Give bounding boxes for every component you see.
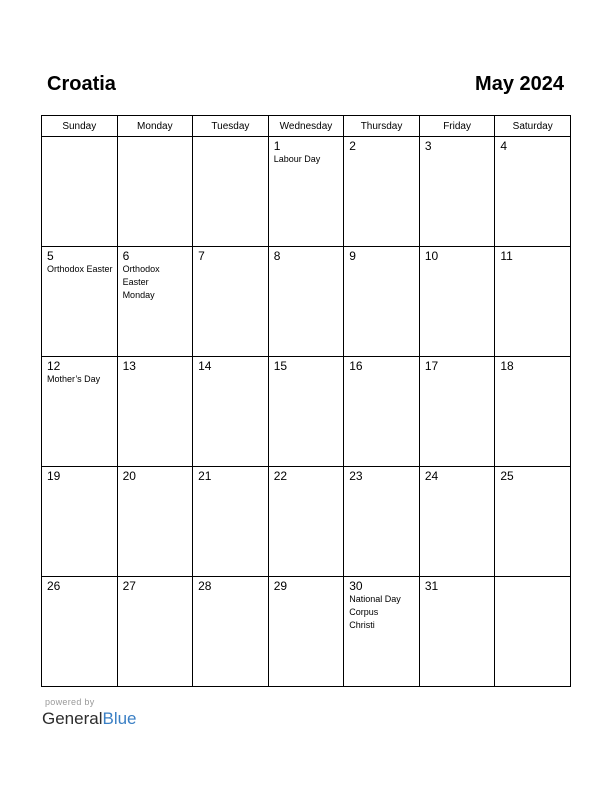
day-number: 27 [122, 579, 136, 593]
day-cell [193, 577, 269, 687]
day-number: 23 [349, 469, 363, 483]
day-number: 31 [424, 579, 439, 593]
day-cell [117, 247, 193, 357]
day-cell [268, 357, 344, 467]
day-number: 17 [424, 359, 439, 373]
day-cell [419, 357, 495, 467]
day-number: 25 [500, 469, 514, 483]
day-cell [419, 137, 495, 247]
footer-branding [42, 697, 137, 729]
day-number: 10 [424, 249, 439, 263]
weekday-header-saturday: Saturday [495, 116, 571, 137]
holiday-label: National Day Corpus Christi [349, 594, 401, 630]
holiday-label: Mother’s Day [47, 374, 101, 384]
day-number: 14 [198, 359, 212, 373]
day-cell [419, 247, 495, 357]
day-number: 29 [273, 579, 288, 593]
day-cell [419, 577, 495, 687]
day-number: 8 [273, 249, 281, 263]
brand-name-part2: Blue [102, 709, 137, 728]
day-number: 4 [500, 139, 508, 153]
day-cell [42, 467, 118, 577]
day-cell [268, 577, 344, 687]
holiday-label: Orthodox Easter Monday [122, 264, 160, 300]
day-cell [268, 467, 344, 577]
day-number: 16 [349, 359, 363, 373]
day-cell [42, 247, 118, 357]
day-cell [344, 467, 420, 577]
day-cell [344, 577, 420, 687]
day-cell [268, 247, 344, 357]
day-number: 5 [47, 249, 54, 263]
day-number: 22 [273, 469, 288, 483]
brand-name-part1: General [42, 709, 103, 728]
brand-logo[interactable] [42, 709, 137, 729]
holiday-label: Orthodox Easter [47, 264, 113, 274]
day-cell [344, 247, 420, 357]
holiday-label: Labour Day [273, 154, 321, 164]
day-cell [42, 577, 118, 687]
day-number: 21 [198, 469, 212, 483]
day-cell [42, 357, 118, 467]
day-number: 26 [47, 579, 61, 593]
weekday-header-friday: Friday [419, 116, 495, 137]
day-number: 3 [424, 139, 432, 153]
country-title: Croatia [47, 73, 116, 95]
day-number: 7 [198, 249, 205, 263]
weekday-header-monday: Monday [117, 116, 193, 137]
day-cell [495, 247, 571, 357]
weekday-header-tuesday: Tuesday [193, 116, 269, 137]
day-cell [193, 357, 269, 467]
week-row [42, 247, 571, 357]
day-cell [495, 357, 571, 467]
day-number: 9 [349, 249, 356, 263]
day-cell [117, 357, 193, 467]
day-cell [42, 137, 118, 247]
day-cell [193, 467, 269, 577]
day-number: 6 [122, 249, 130, 263]
day-cell [117, 137, 193, 247]
day-cell [495, 137, 571, 247]
day-cell [193, 137, 269, 247]
day-number: 28 [198, 579, 212, 593]
week-row [42, 577, 571, 687]
weekday-header-row [42, 116, 571, 137]
day-number: 15 [273, 359, 288, 373]
day-cell [495, 467, 571, 577]
day-number: 2 [349, 139, 356, 153]
month-year-title: May 2024 [475, 73, 564, 95]
weekday-header-wednesday: Wednesday [268, 116, 344, 137]
day-number: 18 [500, 359, 514, 373]
day-cell [268, 137, 344, 247]
week-row [42, 467, 571, 577]
day-number: 13 [122, 359, 136, 373]
day-number: 11 [500, 249, 513, 263]
day-number: 19 [47, 469, 61, 483]
day-cell [419, 467, 495, 577]
week-row [42, 357, 571, 467]
weekday-header-thursday: Thursday [344, 116, 420, 137]
day-cell [117, 467, 193, 577]
weekday-header-sunday: Sunday [42, 116, 118, 137]
powered-by-text: powered by [45, 697, 95, 707]
calendar-grid [41, 115, 571, 687]
day-number: 30 [349, 579, 363, 593]
day-number: 12 [47, 359, 61, 373]
day-number: 20 [122, 469, 136, 483]
day-cell [495, 577, 571, 687]
day-number: 24 [424, 469, 439, 483]
day-cell [117, 577, 193, 687]
day-cell [344, 357, 420, 467]
day-cell [344, 137, 420, 247]
day-cell [193, 247, 269, 357]
week-row [42, 137, 571, 247]
day-number: 1 [273, 139, 281, 153]
